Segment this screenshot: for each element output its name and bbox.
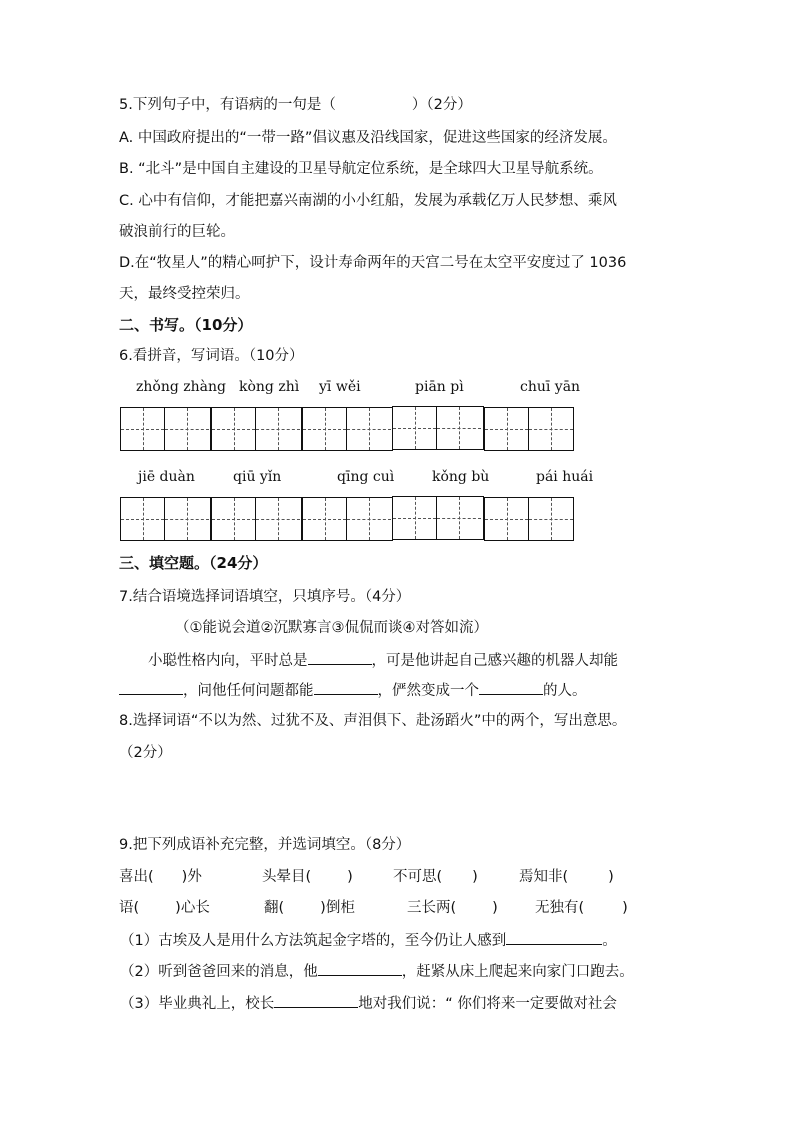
idiom-4: 焉知非( ) — [519, 869, 614, 885]
q9-sentence-2: （2）听到爸爸回来的消息，他 ，赶紧从床上爬起来向家门口跑去。 — [120, 961, 634, 982]
q9-blank-2[interactable] — [318, 961, 402, 976]
writing-grid-4[interactable] — [392, 406, 484, 450]
q6-stem: 6.看拼音，写词语。（10分） — [119, 348, 304, 364]
writing-grid-8[interactable] — [302, 497, 393, 541]
grid-cell[interactable] — [256, 408, 300, 450]
writing-grid-1[interactable] — [120, 407, 211, 451]
q7-options: （①能说会道②沉默寡言③侃侃而谈④对答如流） — [175, 620, 488, 636]
q7-stem: 7.结合语境选择词语填空，只填序号。（4分） — [119, 589, 411, 605]
grid-cell[interactable] — [437, 497, 481, 539]
grid-cell[interactable] — [165, 498, 209, 540]
pinyin-10: pái huái — [536, 469, 594, 485]
grid-cell[interactable] — [529, 498, 573, 540]
idiom-6: 翻( )倒柜 — [264, 900, 355, 916]
q9-sentence-3: （3）毕业典礼上，校长 地对我们说：“ 你们将来一定要做对社会 — [120, 993, 617, 1014]
idiom-1: 喜出( )外 — [119, 869, 202, 885]
writing-grid-6[interactable] — [120, 497, 211, 541]
q9-blank-1[interactable] — [506, 930, 602, 945]
writing-grid-7[interactable] — [211, 497, 302, 541]
grid-cell[interactable] — [303, 408, 347, 450]
grid-cell[interactable] — [212, 408, 256, 450]
q7-blank-3[interactable] — [314, 680, 378, 695]
grid-cell[interactable] — [437, 407, 481, 449]
writing-grid-3[interactable] — [302, 407, 393, 451]
writing-grid-10[interactable] — [484, 497, 574, 541]
q5-option-b: B. “北斗”是中国自主建设的卫星导航定位系统，是全球四大卫星导航系统。 — [119, 161, 603, 177]
q7-blank-1[interactable] — [308, 650, 372, 665]
q8-stem-cont: （2分） — [119, 745, 172, 761]
q7-passage-line2: ，问他任何问题都能 ，俨然变成一个 的人。 — [119, 680, 587, 701]
q9-blank-3[interactable] — [274, 993, 358, 1008]
writing-grid-9[interactable] — [392, 496, 484, 540]
pinyin-3: yī wěi — [319, 379, 361, 395]
q7-blank-4[interactable] — [479, 680, 543, 695]
q8-stem: 8.选择词语“不以为然、过犹不及、声泪俱下、赴汤蹈火”中的两个，写出意思。 — [119, 713, 627, 729]
q7-blank-2[interactable] — [119, 680, 183, 695]
pinyin-9: kǒng bù — [432, 469, 490, 485]
grid-cell[interactable] — [393, 497, 437, 539]
q5-option-c-cont: 破浪前行的巨轮。 — [119, 224, 235, 240]
q5-stem: 5.下列句子中，有语病的一句是（ ）（2分） — [119, 97, 472, 113]
idiom-2: 头晕目( ) — [262, 869, 353, 885]
grid-cell[interactable] — [212, 498, 256, 540]
grid-cell[interactable] — [485, 498, 529, 540]
grid-cell[interactable] — [121, 498, 165, 540]
q5-option-a: A. 中国政府提出的“一带一路”倡议惠及沿线国家，促进这些国家的经济发展。 — [119, 130, 617, 146]
section-2-title: 二、书写。（10分） — [119, 316, 253, 334]
pinyin-5: chuī yān — [520, 379, 581, 395]
grid-cell[interactable] — [529, 408, 573, 450]
q7-passage-line1: 小聪性格内向，平时总是 ，可是他讲起自己感兴趣的机器人却能 — [148, 650, 618, 671]
grid-cell[interactable] — [347, 408, 391, 450]
grid-cell[interactable] — [256, 498, 300, 540]
grid-cell[interactable] — [165, 408, 209, 450]
pinyin-6: jiē duàn — [138, 469, 195, 485]
pinyin-7: qiū yǐn — [233, 469, 282, 485]
idiom-8: 无独有( ) — [535, 900, 628, 916]
grid-cell[interactable] — [485, 408, 529, 450]
q5-option-c: C. 心中有信仰，才能把嘉兴南湖的小小红船，发展为承载亿万人民梦想、乘风 — [119, 193, 617, 209]
idiom-7: 三长两( ) — [407, 900, 498, 916]
q5-option-d-cont: 天，最终受控荣归。 — [119, 286, 250, 302]
grid-cell[interactable] — [393, 407, 437, 449]
idiom-3: 不可思( ) — [393, 869, 478, 885]
q9-stem: 9.把下列成语补充完整，并选词填空。（8分） — [119, 837, 411, 853]
q5-option-d: D.在“牧星人”的精心呵护下，设计寿命两年的天宫二号在太空平安度过了 1036 — [119, 255, 627, 271]
section-3-title: 三、填空题。（24分） — [119, 554, 268, 572]
writing-grid-5[interactable] — [484, 407, 574, 451]
grid-cell[interactable] — [347, 498, 391, 540]
pinyin-8: qīng cuì — [337, 469, 395, 485]
pinyin-1: zhǒng zhàng — [136, 379, 226, 395]
grid-cell[interactable] — [121, 408, 165, 450]
grid-cell[interactable] — [303, 498, 347, 540]
pinyin-2: kòng zhì — [239, 379, 300, 395]
q9-sentence-1: （1）古埃及人是用什么方法筑起金字塔的，至今仍让人感到 。 — [120, 930, 617, 951]
idiom-5: 语( )心长 — [119, 900, 210, 916]
pinyin-4: piān pì — [415, 379, 464, 395]
writing-grid-2[interactable] — [211, 407, 302, 451]
